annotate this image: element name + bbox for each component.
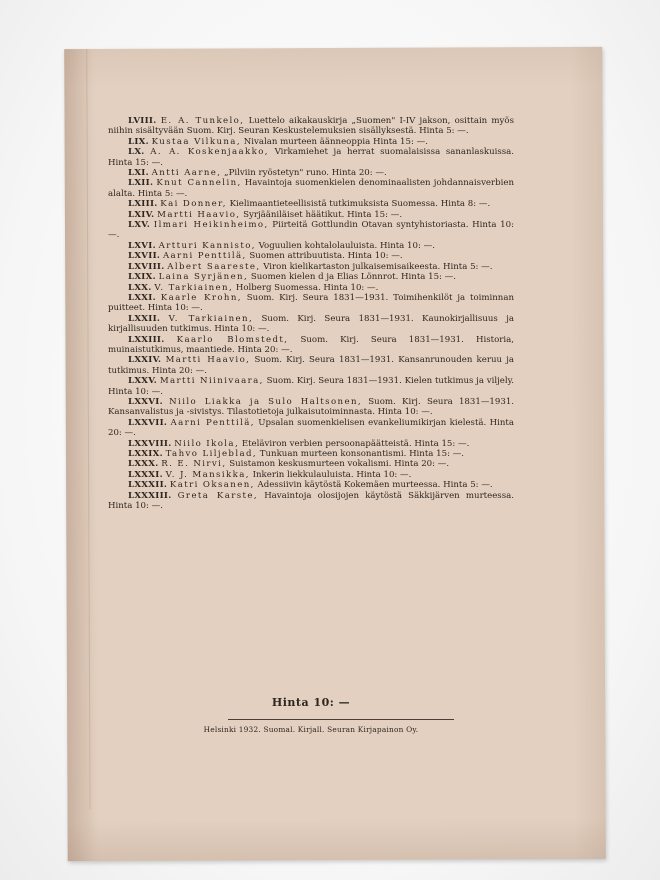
list-entry — [108, 241, 514, 251]
entry-author: Aarni Penttilä, — [170, 417, 255, 428]
list-entry — [108, 210, 514, 220]
entry-number: LXIII. — [128, 199, 158, 210]
entry-number: LXII. — [128, 178, 154, 189]
list-entry — [108, 137, 514, 147]
series-price: Hinta 10: — — [271, 696, 351, 709]
entry-text: Adessiivin käytöstä Kokemäen murteessa. Hinta 5: —. — [257, 480, 493, 491]
entry-author: Martti Haavio, — [157, 209, 241, 220]
entry-number: LIX. — [128, 136, 149, 147]
entry-text: Suom. Kirj. Seura 1831—1931. Kaunokirjallisuus ja kirjallisuuden tutkimus. Hinta 10: —. — [108, 313, 515, 335]
entry-number: LXXXI. — [128, 469, 163, 480]
entry-author: Niilo Liakka ja Sulo Haltsonen, — [169, 396, 363, 407]
list-entry — [108, 491, 514, 512]
entry-text: Eteläviron verbien persoonapäätteistä. Hinta 15: —. — [241, 438, 470, 449]
entry-text: Piirteitä Gottlundin Otavan syntyhistoriasta. Hinta 10: —. — [108, 220, 514, 241]
publication-list — [108, 116, 514, 511]
entry-text: Inkerin liekkulauluista. Hinta 10: —. — [252, 469, 412, 480]
entry-text: Virkamiehet ja herrat suomalaisissa sananlaskuissa. Hinta 15: —. — [108, 147, 515, 168]
entry-author: A. A. Koskenjaakko, — [150, 147, 269, 158]
entry-text: Suom. Kirj. Seura 1831—1931. Kansanrunouden keruu ja tutkimus. Hinta 20: —. — [108, 355, 515, 376]
list-entry — [108, 251, 514, 261]
printer-imprint: Helsinki 1932. Suomal. Kirjall. Seuran Kirjapainon Oy. — [203, 725, 419, 734]
entry-author: Laina Syrjänen, — [158, 272, 249, 283]
entry-author: Tahvo Liljeblad, — [165, 449, 258, 459]
list-entry — [108, 397, 514, 418]
list-entry — [108, 168, 514, 178]
entry-text: Suom. Kirj. Seura 1831—1931. Kielen tutkimus ja viljely. Hinta 10: —. — [108, 376, 515, 397]
entry-text: Tunkuan murteen konsonantismi. Hinta 15: —. — [259, 449, 465, 459]
entry-number: LXXX. — [128, 459, 159, 470]
entry-number: LXXVII. — [128, 417, 168, 428]
entry-number: LXV. — [128, 220, 151, 231]
entry-text: Suom. Kirj. Seura 1831—1931. Historia, muinaistutkimus, maantiede. Hinta 20: —. — [108, 334, 514, 355]
entry-author: Niilo Ikola, — [174, 438, 240, 449]
entry-author: Katri Oksanen, — [169, 480, 255, 491]
entry-number: LXVIII. — [128, 261, 165, 272]
entry-author: Kustaa Vilkuna, — [151, 136, 241, 147]
entry-text: Suom. Kirj. Seura 1831—1931. Kansanvalistus ja -sivistys. Tilastotietoja julkaisutoiminnasta. Hinta 10: —. — [108, 396, 515, 418]
list-entry — [108, 283, 514, 293]
entry-author: Albert Saareste, — [167, 261, 261, 272]
entry-author: Knut Cannelin, — [156, 178, 242, 189]
entry-text: Holberg Suomessa. Hinta 10: —. — [235, 282, 379, 293]
entry-number: LXXVI. — [128, 396, 163, 407]
entry-number: LXXIX. — [128, 449, 163, 459]
entry-author: Greta Karste, — [177, 490, 259, 501]
imprint-rule — [228, 719, 454, 720]
list-entry — [108, 116, 514, 137]
entry-number: LXVI. — [128, 240, 156, 251]
entry-number: LXXII. — [128, 313, 161, 324]
list-entry — [108, 470, 514, 480]
entry-text: Luettelo aikakauskirja „Suomen" I-IV jakson, osittain myös niihin sisältyvään Suom. Kirj. Seuran Keskustelemuksien sisällyksestä. Hinta 5: —. — [108, 116, 514, 137]
entry-text: Viron kielikartaston julkaisemisaikeesta. Hinta 5: —. — [263, 261, 493, 272]
entry-number: LX. — [128, 147, 145, 158]
entry-number: LXI. — [128, 168, 149, 179]
list-entry — [108, 335, 514, 356]
list-entry — [108, 459, 514, 469]
entry-text: Suomen attribuutista. Hinta 10: —. — [249, 251, 403, 262]
entry-author: V. Tarkiainen, — [154, 282, 234, 293]
entry-author: Artturi Kannisto, — [158, 240, 256, 251]
entry-number: LXXI. — [128, 292, 156, 303]
entry-author: V. Tarkiainen, — [168, 313, 254, 324]
entry-number: LXXIII. — [128, 334, 165, 345]
list-entry — [108, 293, 514, 314]
entry-number: LXXIV. — [128, 355, 162, 366]
list-entry — [108, 449, 514, 459]
list-entry — [108, 199, 514, 209]
list-entry — [108, 220, 514, 241]
list-entry — [108, 376, 514, 397]
list-entry — [108, 178, 514, 199]
entry-number: LXXV. — [128, 376, 158, 387]
entry-author: Kaarlo Blomstedt, — [176, 334, 289, 345]
entry-number: LXIX. — [128, 272, 156, 283]
entry-text: Voguulien kohtalolauluista. Hinta 10: —. — [258, 240, 435, 251]
entry-text: Suom. Kirj. Seura 1831—1931. Toimihenkilöt ja toiminnan puitteet. Hinta 10: —. — [108, 292, 515, 314]
list-entry — [108, 272, 514, 282]
list-entry — [108, 439, 514, 449]
entry-author: Kaarle Krohn, — [160, 292, 242, 303]
entry-number: LXX. — [128, 282, 152, 293]
page-fold-crease — [64, 49, 90, 809]
list-entry — [108, 418, 514, 439]
entry-text: Nivalan murteen äänneoppia Hinta 15: —. — [243, 136, 428, 147]
entry-number: LXXXIII. — [128, 490, 172, 501]
entry-text: „Pilviin ryöstetyn" runo. Hinta 20: —. — [224, 168, 387, 179]
entry-text: Suomen kielen d ja Elias Lönnrot. Hinta 15: —. — [250, 272, 457, 283]
entry-author: Martti Haavio, — [165, 355, 251, 366]
list-entry — [108, 355, 514, 376]
entry-author: Martti Niinivaara, — [159, 376, 264, 387]
entry-author: Ilmari Heikinheimo, — [153, 220, 269, 231]
entry-number: LXXXII. — [128, 480, 168, 491]
entry-author: V. J. Mansikka, — [165, 469, 250, 480]
list-entry — [108, 262, 514, 272]
entry-author: Aarni Penttilä, — [162, 251, 247, 262]
entry-number: LVIII. — [128, 116, 157, 126]
list-entry — [108, 147, 514, 168]
entry-author: Antti Aarne, — [151, 168, 222, 179]
entry-number: LXXVIII. — [128, 438, 172, 449]
entry-author: E. A. Tunkelo, — [160, 116, 245, 126]
entry-author: R. E. Nirvi, — [161, 459, 227, 470]
entry-number: LXVII. — [128, 251, 161, 262]
entry-text: Syrjääniläiset häätikut. Hinta 15: —. — [243, 209, 403, 220]
entry-text: Suistamon keskusmurteen vokalismi. Hinta 20: —. — [229, 459, 450, 470]
entry-author: Kai Donner, — [160, 199, 227, 210]
list-entry — [108, 480, 514, 490]
entry-number: LXIV. — [128, 209, 155, 220]
entry-text: Kielimaantieteellisistä tutkimuksista Suomessa. Hinta 8: —. — [229, 199, 491, 210]
entry-text: Havaintoja olosijojen käytöstä Säkkijärven murteessa. Hinta 10: —. — [108, 490, 514, 512]
entry-text: Havaintoja suomenkielen denominaalisten johdannaisverbien alalta. Hinta 5: —. — [108, 178, 514, 199]
entry-text: Upsalan suomenkielisen evankeliumikirjan kielestä. Hinta 20: —. — [108, 417, 514, 439]
list-entry — [108, 314, 514, 335]
